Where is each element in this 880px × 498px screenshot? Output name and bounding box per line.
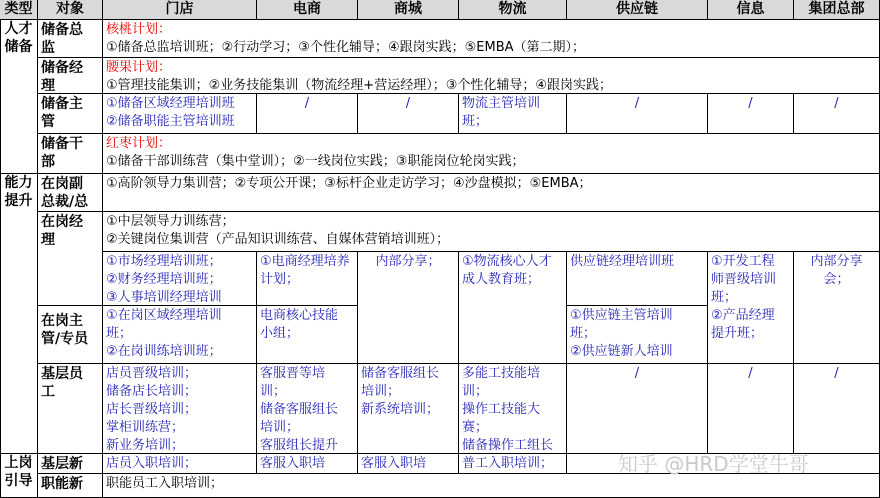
category-ability: 能力 提升 (0, 174, 38, 454)
header-target: 对象 (38, 0, 103, 20)
reserve-mgr-plan-cell (103, 58, 880, 94)
r10-store: 店员入职培训； (103, 454, 257, 474)
target-reserve-mgr: 储备经 理 (38, 58, 103, 94)
header-info: 信息 (708, 0, 794, 20)
watermark: 知乎 @HRD学堂牛哥 (618, 452, 809, 476)
r9-ecom: 客服晋等培 训； 储备客服组长 培训； 客服组长提升 (257, 364, 358, 454)
header-ecom: 电商 (257, 0, 358, 20)
r9-info: / (708, 364, 794, 454)
header-type: 类型 (0, 0, 38, 20)
r7-supply: 供应链经理培训班 (567, 252, 708, 306)
r9-store: 店员晋级培训； 储备店长培训； 店长晋级培训； 掌柜训练营； 新业务培训； (103, 364, 257, 454)
r7-logistics: ①物流核心人才 成人教育班； (459, 252, 567, 364)
r9-group: / (794, 364, 880, 454)
vp-plan-cell: ①高阶领导力集训营；②专项公开课；③标杆企业走访学习；④沙盘模拟；⑤EMBA； (103, 174, 880, 212)
category-onboarding: 上岗 引导 (0, 454, 38, 498)
target-frontline: 基层员 工 (38, 364, 103, 454)
r7-store: ①市场经理培训班； ②财务经理培训班； ③人事培训经理培训 (103, 252, 257, 306)
r8-ecom: 电商核心技能 小组； (257, 306, 358, 364)
header-mall: 商城 (358, 0, 459, 20)
cashew-plan-title: 腰果计划： (106, 60, 172, 75)
r3-ecom: / (257, 94, 358, 134)
r8-supply: ①供应链主管培训 班； ②供应链新人培训 (567, 306, 708, 364)
r3-mall: / (358, 94, 459, 134)
cashew-plan-content: ①管理技能集训；②业务技能集训（物流经理+营运经理）；③个性化辅导；④跟岗实践； (106, 78, 613, 93)
r7-mall: 内部分享； (358, 252, 459, 364)
r3-info: / (708, 94, 794, 134)
reserve-cadre-plan-cell (103, 134, 880, 174)
r3-store: ①储备区域经理培训班 ②储备职能主管培训班 (103, 94, 257, 134)
r7-ecom: ①电商经理培养 计划； (257, 252, 358, 306)
jujube-plan-content: ①储备干部训练营（集中堂训）；②一线岗位实践；③职能岗位轮岗实践； (106, 154, 525, 169)
r9-logistics: 多能工技能培 训； 操作工技能大 赛； 储备操作工组长 (459, 364, 567, 454)
r7-group: 内部分享 会； (794, 252, 880, 364)
walnut-plan-title: 核桃计划： (106, 22, 172, 37)
target-reserve-cadre: 储备干 部 (38, 134, 103, 174)
target-frontline-new: 基层新 (38, 454, 103, 474)
target-mgr-on-duty: 在岗经 理 (38, 212, 103, 306)
r10-blank (567, 454, 880, 474)
r3-logistics: 物流主管培训 班； (459, 94, 567, 134)
header-supply: 供应链 (567, 0, 708, 20)
target-reserve-supervisor: 储备主 管 (38, 94, 103, 134)
r8-store: ①在岗区域经理培训 班； ②在岗训练培训班； (103, 306, 257, 364)
r3-supply: / (567, 94, 708, 134)
jujube-plan-title: 红枣计划： (106, 136, 172, 151)
target-reserve-gm: 储备总 监 (38, 20, 103, 58)
r9-mall: 储备客服组长 培训； 新系统培训； (358, 364, 459, 454)
r3-group: / (794, 94, 880, 134)
mgr-shared-plan-cell: ①中层领导力训练营； ②关键岗位集训营（产品知识训练营、自媒体营销培训班）； (103, 212, 880, 252)
target-vp: 在岗副 总裁/总 (38, 174, 103, 212)
header-logistics: 物流 (459, 0, 567, 20)
header-group: 集团总部 (794, 0, 880, 20)
functional-new-plan-cell: 职能员工入职培训； (103, 474, 880, 498)
target-functional-new: 职能新 (38, 474, 103, 498)
r10-ecom: 客服入职培 (257, 454, 358, 474)
category-talent-reserve: 人才 储备 (0, 20, 38, 174)
r10-mall: 客服入职培 (358, 454, 459, 474)
r10-logistics: 普工入职培训； (459, 454, 567, 474)
r9-supply: / (567, 364, 708, 454)
target-supervisor-on-duty: 在岗主 管/专员 (38, 306, 103, 364)
r7-info: ①开发工程 师晋级培训 班； ②产品经理 提升班； (708, 252, 794, 364)
header-store: 门店 (103, 0, 257, 20)
reserve-gm-plan-cell (103, 20, 880, 58)
walnut-plan-content: ①储备总监培训班；②行动学习；③个性化辅导；④跟岗实践；⑤EMBA（第二期）； (106, 40, 586, 55)
